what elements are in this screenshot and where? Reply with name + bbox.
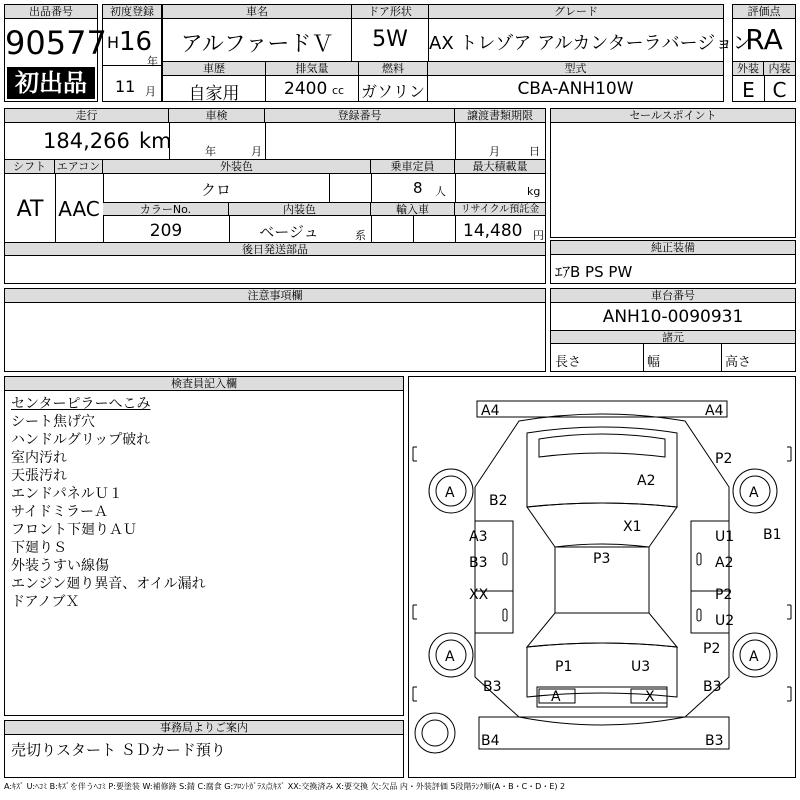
inspector-line: サイドミラーＡ [11, 504, 109, 520]
mark-p2-right: P2 [715, 587, 733, 603]
fuel-box [358, 61, 428, 102]
mark-b3-bottom-right: B3 [703, 679, 722, 695]
equipment-box [550, 240, 796, 284]
model-box [427, 61, 724, 102]
reg-label: 登録番号 [265, 109, 455, 123]
first-listing-badge: 初出品 [7, 67, 95, 99]
ext-label: 外装 [733, 62, 764, 76]
fuel-label: 燃料 [359, 62, 427, 76]
int-label: 内装 [764, 62, 795, 76]
import-label: 輸入車 [371, 202, 455, 216]
notice-label: 注意事項欄 [5, 289, 545, 303]
capacity-unit: 人 [435, 185, 446, 198]
chassis-number: ANH10-0090931 [602, 307, 744, 327]
int-color: ベージュ [259, 223, 319, 241]
mark-p2-bottom-right: P2 [703, 641, 721, 657]
mark-b1: B1 [763, 527, 782, 543]
lot-number: 90577 [5, 24, 107, 62]
office-box [4, 720, 404, 778]
mark-b3-bottom-left: B3 [483, 679, 502, 695]
score-box [732, 4, 796, 62]
office-label: 事務局よりご案内 [5, 721, 403, 735]
chassis-box [550, 288, 796, 372]
mark-b3-bottom: B3 [705, 733, 724, 749]
mark-u2: U2 [715, 613, 735, 629]
model-label: 型式 [428, 62, 723, 76]
history-label: 車歴 [163, 62, 265, 76]
transfer-day: 日 [529, 145, 540, 158]
mark-a-bottom-left: A [445, 649, 455, 665]
int-score: C [772, 78, 787, 102]
inspector-line: シート焦げ穴 [11, 414, 95, 430]
era: H [107, 33, 120, 52]
mileage-label: 走行 [5, 109, 169, 123]
recycle: 14,480 [463, 221, 523, 241]
capacity: 8 [413, 179, 423, 197]
history-box [162, 61, 266, 102]
disp-box [265, 61, 359, 102]
notice-box [4, 288, 546, 372]
car-name: アルファードＶ [180, 32, 334, 57]
month-unit: 月 [145, 85, 156, 98]
disp-label: 排気量 [266, 62, 358, 76]
transfer-month: 月 [489, 145, 500, 158]
car-name-box [162, 4, 352, 62]
mark-p2-top-right: P2 [715, 451, 733, 467]
chassis-label: 車台番号 [551, 289, 795, 303]
score: RA [745, 23, 783, 56]
history: 自家用 [188, 84, 240, 104]
mark-p1: P1 [555, 659, 573, 675]
mark-a2-right: A2 [715, 555, 734, 571]
inspector-line: センターピラーへこみ [11, 396, 151, 412]
sales-point-box [550, 108, 796, 238]
car-diagram [409, 377, 795, 777]
sales-point-label: セールスポイント [551, 109, 795, 123]
ac: AAC [58, 197, 100, 221]
reg-year: 16 [119, 27, 153, 57]
mark-x-bumper: X [645, 689, 655, 705]
mark-a-top-right: A [749, 485, 759, 501]
inspector-box [4, 376, 404, 716]
lot-label: 出品番号 [5, 5, 97, 19]
height-label: 高さ [725, 355, 752, 370]
car-diagram-box [408, 376, 796, 778]
ext-color: クロ [200, 181, 231, 199]
inspector-line: ドアノブＸ [11, 594, 80, 610]
inspect-year: 年 [205, 145, 216, 158]
mark-b3-left: B3 [469, 555, 488, 571]
door-label: ドア形状 [352, 5, 428, 19]
mark-a3: A3 [469, 529, 488, 545]
inspector-line: エンジン廻り異音、オイル漏れ [11, 576, 206, 592]
inspector-label: 検査員記入欄 [5, 377, 403, 391]
load-label: 最大積載量 [455, 160, 545, 174]
length-label: 長さ [555, 355, 582, 370]
mark-xx: XX [469, 587, 489, 603]
inspector-line: エンドパネルＵ１ [11, 486, 123, 502]
mark-a2-top: A2 [637, 473, 656, 489]
ext-color-label: 外装色 [103, 160, 371, 174]
fuel: ガソリン [360, 82, 425, 101]
color-no-label: カラーNo. [103, 202, 229, 216]
mark-u1: U1 [715, 529, 735, 545]
equipment: ｴｱB PS PW [555, 263, 633, 281]
displacement: 2400 [284, 79, 328, 99]
capacity-label: 乗車定員 [371, 160, 455, 174]
mark-a4-right: A4 [705, 403, 724, 419]
disp-unit: cc [332, 84, 345, 97]
mark-a-bumper: A [551, 689, 561, 705]
spec-block [4, 108, 546, 284]
year-unit: 年 [147, 55, 158, 68]
mark-b2: B2 [489, 493, 508, 509]
ext-score: E [742, 78, 755, 102]
mileage: 184,266 [43, 129, 130, 153]
dims-label: 諸元 [551, 330, 795, 344]
mark-b4: B4 [481, 733, 500, 749]
first-reg-box [102, 4, 162, 102]
inspector-line: 下廻りＳ [11, 540, 67, 556]
inspector-line: ハンドルグリップ破れ [11, 432, 151, 448]
load-unit: kg [527, 185, 541, 198]
mileage-unit: km [139, 129, 172, 153]
door-type: 5W [372, 27, 408, 52]
ac-label: エアコン [55, 160, 103, 174]
ext-int-box [732, 61, 796, 102]
inspector-line: 外装うすい線傷 [11, 558, 109, 574]
mark-a-top-left: A [445, 485, 455, 501]
later-parts-label: 後日発送部品 [5, 242, 545, 256]
mark-p3: P3 [593, 551, 611, 567]
shift: AT [16, 197, 44, 222]
equipment-label: 純正装備 [551, 241, 795, 255]
door-box [351, 4, 429, 62]
mark-a-bottom-right: A [749, 649, 759, 665]
mark-a4-left: A4 [481, 403, 500, 419]
inspector-line: 室内汚れ [11, 450, 67, 466]
model: CBA-ANH10W [517, 79, 634, 99]
reg-month: 11 [115, 77, 136, 96]
int-color-suffix: 系 [355, 229, 366, 242]
recycle-label: リサイクル預託金 [455, 202, 545, 216]
lot-box [4, 4, 107, 102]
car-name-label: 車名 [163, 5, 351, 19]
score-label: 評価点 [733, 5, 795, 19]
transfer-label: 譲渡書類期限 [455, 109, 545, 123]
grade: AX トレゾア アルカンターラバージョン [429, 33, 751, 54]
mark-u3: U3 [631, 659, 651, 675]
color-no: 209 [149, 221, 183, 241]
shift-label: シフト [5, 160, 55, 174]
recycle-unit: 円 [533, 229, 544, 242]
inspect-label: 車検 [169, 109, 265, 123]
footer-legend: A:ｷｽﾞ U:ﾍｺﾐ B:ｷｽﾞを伴うﾍｺﾐ P:要塗装 W:補修跡 S:錆 C:腐食 G:ﾌﾛﾝﾄｶﾞﾗｽ点ｷｽﾞ XX:交換済み X:要交換 欠:欠品 内・外装評価 5段階ﾗﾝｸ順(A・B・C・D・E) 2 [4, 782, 566, 791]
grade-label: グレード [429, 5, 723, 19]
inspect-month: 月 [251, 145, 262, 158]
mark-x1: X1 [623, 519, 642, 535]
int-color-label: 内装色 [229, 202, 371, 216]
inspector-line: フロント下廻りＡＵ [11, 522, 137, 538]
width-label: 幅 [647, 355, 661, 370]
first-reg-label: 初度登録 [103, 5, 161, 19]
grade-box [428, 4, 751, 62]
inspector-line: 天張汚れ [11, 468, 67, 484]
office-text: 売切りスタート ＳＤカード預り [11, 741, 226, 759]
inspector-lines [11, 395, 206, 611]
